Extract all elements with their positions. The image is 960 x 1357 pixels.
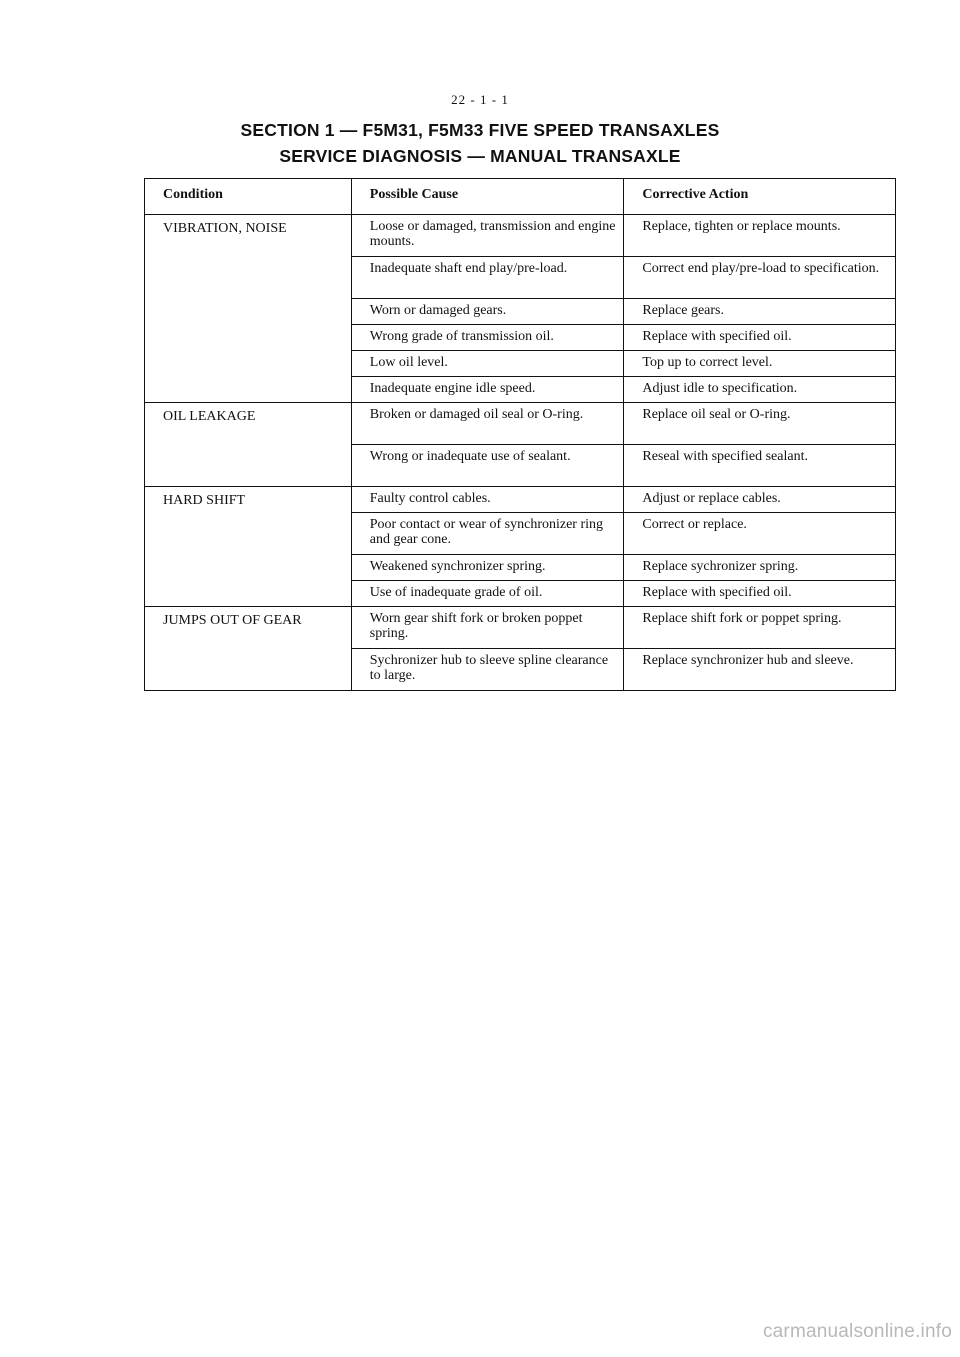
action-cell: Top up to correct level. [624, 351, 896, 377]
cause-cell: Low oil level. [351, 351, 624, 377]
service-diagnosis-table [144, 178, 896, 691]
action-cell: Replace with specified oil. [624, 581, 896, 607]
watermark: carmanualsonline.info [762, 1321, 952, 1342]
cause-cell: Use of inadequate grade of oil. [351, 581, 624, 607]
table-row [145, 215, 896, 257]
cause-cell: Inadequate engine idle speed. [351, 377, 624, 403]
cause-cell: Wrong grade of transmission oil. [351, 325, 624, 351]
section-title: SECTION 1 — F5M31, F5M33 FIVE SPEED TRANSAXLES [240, 120, 720, 140]
page-subtitle: SERVICE DIAGNOSIS — MANUAL TRANSAXLE [279, 146, 681, 166]
table-row [145, 607, 896, 649]
cause-cell: Broken or damaged oil seal or O-ring. [351, 403, 624, 445]
cause-cell: Faulty control cables. [351, 487, 624, 513]
action-cell: Adjust or replace cables. [624, 487, 896, 513]
action-cell: Replace oil seal or O-ring. [624, 403, 896, 445]
condition-cell: OIL LEAKAGE [145, 403, 352, 487]
page-number: 22 - 1 - 1 [451, 92, 509, 107]
column-header-cause: Possible Cause [351, 179, 624, 215]
action-cell: Replace sychronizer spring. [624, 555, 896, 581]
table-row [145, 487, 896, 513]
action-cell: Correct end play/pre-load to specification. [624, 257, 896, 299]
action-cell: Reseal with specified sealant. [624, 445, 896, 487]
cause-cell: Weakened synchronizer spring. [351, 555, 624, 581]
cause-cell: Sychronizer hub to sleeve spline clearance to large. [351, 649, 624, 691]
table-row [145, 403, 896, 445]
cause-cell: Loose or damaged, transmission and engine mounts. [351, 215, 624, 257]
condition-cell: VIBRATION, NOISE [145, 215, 352, 403]
action-cell: Replace with specified oil. [624, 325, 896, 351]
cause-cell: Wrong or inadequate use of sealant. [351, 445, 624, 487]
action-cell: Replace shift fork or poppet spring. [624, 607, 896, 649]
action-cell: Adjust idle to specification. [624, 377, 896, 403]
cause-cell: Poor contact or wear of synchronizer ring and gear cone. [351, 513, 624, 555]
cause-cell: Inadequate shaft end play/pre-load. [351, 257, 624, 299]
condition-cell: JUMPS OUT OF GEAR [145, 607, 352, 691]
action-cell: Replace gears. [624, 299, 896, 325]
column-header-condition: Condition [145, 179, 352, 215]
cause-cell: Worn or damaged gears. [351, 299, 624, 325]
table-header-row [145, 179, 896, 215]
column-header-action: Corrective Action [624, 179, 896, 215]
cause-cell: Worn gear shift fork or broken poppet spring. [351, 607, 624, 649]
action-cell: Replace synchronizer hub and sleeve. [624, 649, 896, 691]
action-cell: Replace, tighten or replace mounts. [624, 215, 896, 257]
action-cell: Correct or replace. [624, 513, 896, 555]
condition-cell: HARD SHIFT [145, 487, 352, 607]
